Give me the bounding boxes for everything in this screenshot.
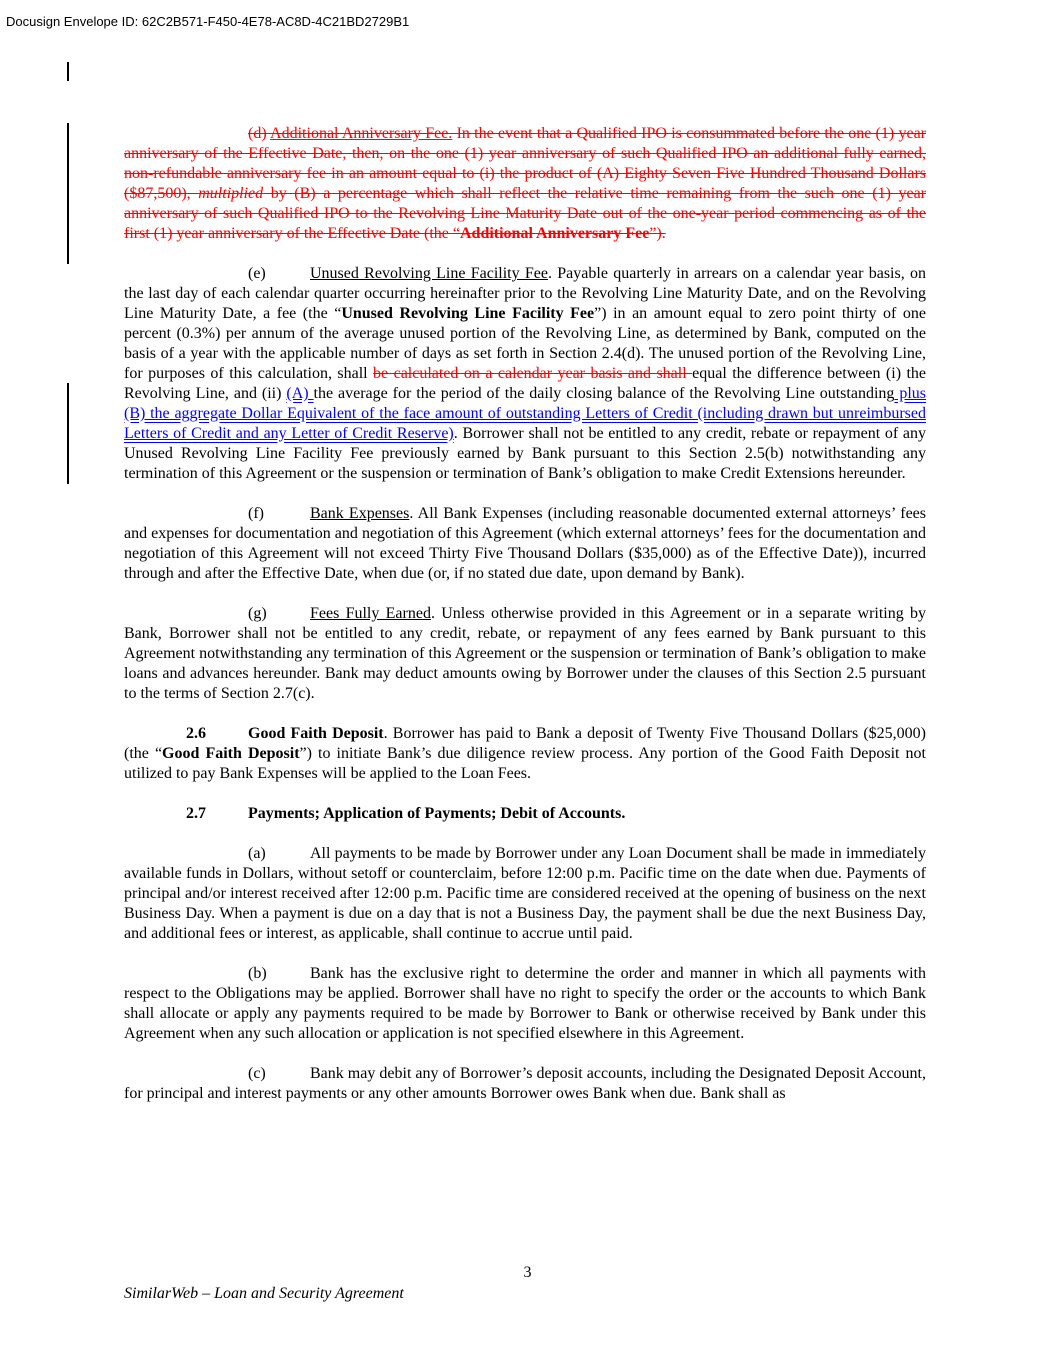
change-bar <box>67 123 69 264</box>
paragraph-label: (d) <box>248 125 271 142</box>
paragraph-label: (b) <box>248 965 267 982</box>
section-title: Good Faith Deposit <box>248 725 384 742</box>
paragraph-2-7-b: (b) Bank has the exclusive right to determine the order and manner in which all payments with respect to the Obligations may be applied. Borrower shall have no right to specify the order or the accounts to which Bank shall allocate or apply any payments required to be made by Borrower to Bank or otherwise received by Bank under this Agreement when any such allocation or application is not specified elsewhere in this Agreement. <box>124 965 926 1042</box>
page-number: 3 <box>523 1264 532 1281</box>
document-footer: SimilarWeb – Loan and Security Agreement <box>124 1285 404 1302</box>
paragraph-d-additional-anniversary-fee: (d) Additional Anniversary Fee. In the event that a Qualified IPO is consummated before the one (1) year anniversary of the Effective Date, then, on the one (1) year anniversary of such Qualified IPO an additional fully earned, non-refundable anniversary fee in an amount equal to (i) the product of (A) Eighty Seven Five Hundred Thousand Dollars ($87,500), multiplied by (B) a percentage which shall reflect the relative time remaining from the such one (1) year anniversary of such Qualified IPO to the Revolving Line Maturity Date out of the one-year period commencing as of the first (1) year anniversary of the Effective Date (the “Additional Anniversary Fee”). <box>124 125 927 242</box>
deleted-text: be calculated on a calendar year basis and shall <box>373 365 693 382</box>
paragraph-label: (a) <box>248 845 266 862</box>
paragraph-2-7-c: (c) Bank may debit any of Borrower’s deposit accounts, including the Designated Deposit Account, for principal and interest payments or any other amounts Borrower owes Bank when due. Bank shall as <box>124 1065 926 1102</box>
section-number: 2.7 <box>186 805 206 822</box>
section-title: Payments; Application of Payments; Debit of Accounts. <box>248 805 626 822</box>
paragraph-e-unused-revolving-line-fee: (e) Unused Revolving Line Facility Fee. Payable quarterly in arrears on a calendar year basis, on the last day of each calendar quarter occurring hereinafter prior to the Revolving Line Maturity Date, and on the Revolving Line Maturity Date, a fee (the “Unused Revolving Line Facility Fee”) in an amount equal to zero point thirty of one percent (0.3%) per annum of the average unused portion of the Revolving Line, as determined by Bank, computed on the basis of a year with the applicable number of days as set forth in Section 2.4(d). The unused portion of the Revolving Line, for purposes of this calculation, shall be calculated on a calendar year basis and shall equal the difference between (i) the Revolving Line, and (ii) (A) the average for the period of the daily closing balance of the Revolving Line outstanding plus (B) the aggregate Dollar Equivalent of the face amount of outstanding Letters of Credit (including drawn but unreimbursed Letters of Credit and any Letter of Credit Reserve). Borrower shall not be entitled to any credit, rebate or repayment of any Unused Revolving Line Facility Fee previously earned by Bank pursuant to this Section 2.5(b) notwithstanding any termination of this Agreement or the suspension or termination of Bank’s obligation to make Credit Extensions hereunder. <box>124 265 927 482</box>
inserted-text: (A) <box>286 385 314 402</box>
paragraph-title: Unused Revolving Line Facility Fee <box>310 265 548 282</box>
paragraph-label: (c) <box>248 1065 266 1082</box>
paragraph-label: (f) <box>248 505 264 522</box>
paragraph-2-7-a: (a) All payments to be made by Borrower under any Loan Document shall be made in immediately available funds in Dollars, without setoff or counterclaim, before 12:00 p.m. Pacific time on the date when due. Payments of principal and/or interest received after 12:00 p.m. Pacific time are considered received at the opening of business on the next Business Day. When a payment is due on a day that is not a Business Day, the payment shall be due the next Business Day, and additional fees or interest, as applicable, shall continue to accrue until paid. <box>124 845 926 942</box>
section-2-7-heading <box>124 804 926 824</box>
paragraph-title: Fees Fully Earned <box>310 605 431 622</box>
change-bar <box>67 62 69 81</box>
paragraph-title: Bank Expenses <box>310 505 410 522</box>
section-2-6-good-faith-deposit: 2.6 Good Faith Deposit. Borrower has paid to Bank a deposit of Twenty Five Thousand Dollars ($25,000) (the “Good Faith Deposit”) to initiate Bank’s due diligence review process. Any portion of the Good Faith Deposit not utilized to pay Bank Expenses will be applied to the Loan Fees. <box>124 725 926 782</box>
section-number: 2.6 <box>186 725 206 742</box>
paragraph-title: Additional Anniversary Fee. <box>270 125 453 142</box>
inserted-text: plus (B) the aggregate Dollar Equivalent of the face amount of outstanding Letters of Credit (including drawn but unreimbursed Letters of Credit and any Letter of Credit Reserve) <box>124 385 927 442</box>
paragraph-label: (e) <box>248 265 266 282</box>
paragraph-g-fees-fully-earned: (g) Fees Fully Earned. Unless otherwise provided in this Agreement or in a separate writing by Bank, Borrower shall not be entitled to any credit, rebate, or repayment of any fees earned by Bank pursuant to this Agreement notwithstanding any termination of this Agreement or the suspension or termination of Bank’s obligation to make loans and advances hereunder. Bank may deduct amounts owing by Borrower under the clauses of this Section 2.5 pursuant to the terms of Section 2.7(c). <box>124 605 927 702</box>
envelope-id: Docusign Envelope ID: 62C2B571-F450-4E78-AC8D-4C21BD2729B1 <box>6 14 410 29</box>
document-body <box>124 124 926 1124</box>
change-bar <box>67 383 69 484</box>
paragraph-label: (g) <box>248 605 267 622</box>
paragraph-f-bank-expenses: (f) Bank Expenses. All Bank Expenses (including reasonable documented external attorneys’ fees and expenses for documentation and negotiation of this Agreement (which external attorneys’ fees for the documentation and negotiation of this Agreement will not exceed Thirty Five Thousand Dollars ($35,000) as of the Effective Date)), incurred through and after the Effective Date, when due (or, if no stated due date, upon demand by Bank). <box>124 505 927 582</box>
